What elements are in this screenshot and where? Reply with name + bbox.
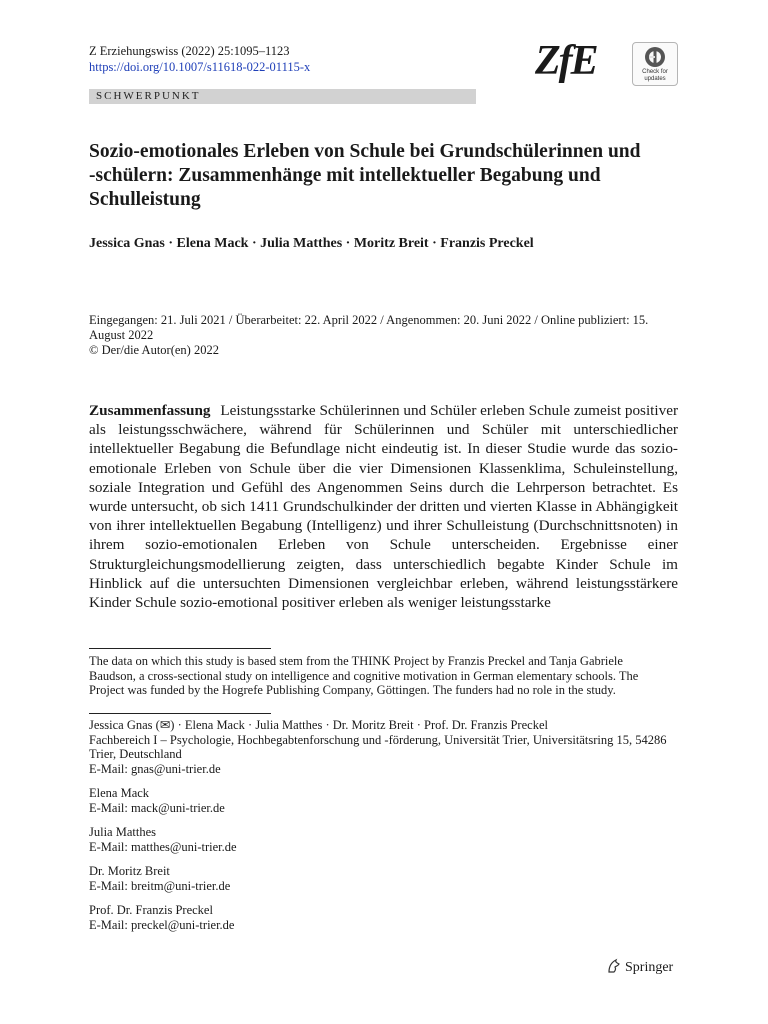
- affiliation-block: [89, 718, 679, 776]
- publication-dates: [89, 313, 679, 357]
- springer-horse-icon: [606, 958, 622, 974]
- affiliation-authors: Jessica Gnas (✉) · Elena Mack · Julia Matthes · Dr. Moritz Breit · Prof. Dr. Franzis Preckel: [89, 718, 548, 732]
- contact-entry: [89, 864, 230, 893]
- dates-line: Eingegangen: 21. Juli 2021 / Überarbeitet: 22. April 2022 / Angenommen: 20. Juni 2022 / Online publiziert: 15. August 2022: [89, 313, 649, 342]
- publisher-logo: [606, 958, 673, 977]
- affiliation-divider: [89, 713, 271, 714]
- abstract-text: Leistungsstarke Schülerinnen und Schüler erleben Schule zumeist positiver als leistungsschwächere, während für Schülerinnen und Schüler mit unterschiedlicher intellektueller Begabung die Befundlage nicht eindeutig ist. In dieser Studie wurde das sozio-emotionale Erleben von Schule über die vier Dimensionen Klassenklima, Schuleinstellung, soziale Integration und Gefühl des Angenommen Seins durch die Lehrperson betrachtet. Es wurde untersucht, ob sich 1411 Grundschulkinder der dritten und vierten Klasse in Abhängigkeit von ihrer intellektuellen Begabung (Intelligenz) und ihrer Schulleistung (Durchschnittsnoten) in ihrem sozio-emotionalen Erleben von Schule unterscheiden. Ergebnisse einer Strukturgleichungsmodellierung zeigten, dass unterschiedlich begabte Kinder Schule im Hinblick auf die untersuchten Dimensionen vergleichbar erleben, während leistungsstärkere Kinder Schule sozio-emotional positiver erleben als weniger leistungsstarke: [89, 402, 679, 612]
- affiliation-email[interactable]: E-Mail: gnas@uni-trier.de: [89, 761, 221, 776]
- crossmark-icon: [644, 46, 666, 68]
- contact-name: Elena Mack: [89, 786, 150, 800]
- abstract: [89, 401, 678, 612]
- section-label: SCHWERPUNKT: [96, 90, 201, 102]
- contact-name: Julia Matthes: [89, 825, 157, 839]
- journal-citation: Z Erziehungswiss (2022) 25:1095–1123: [89, 44, 290, 58]
- footnote-divider: [89, 648, 271, 649]
- affiliation-institution: Fachbereich I – Psychologie, Hochbegabtenforschung und -förderung, Universität Trier, Universitätsring 15, 54286 Trier, Deutschland: [89, 732, 667, 762]
- journal-logo: ZfE: [535, 38, 597, 84]
- contact-name: Prof. Dr. Franzis Preckel: [89, 903, 213, 917]
- copyright: © Der/die Autor(en) 2022: [89, 342, 219, 357]
- contact-email[interactable]: E-Mail: matthes@uni-trier.de: [89, 839, 237, 854]
- contact-name: Dr. Moritz Breit: [89, 864, 170, 878]
- contact-email[interactable]: E-Mail: preckel@uni-trier.de: [89, 917, 235, 932]
- contact-email[interactable]: E-Mail: mack@uni-trier.de: [89, 800, 225, 815]
- abstract-heading: Zusammenfassung: [89, 402, 211, 419]
- article-title: Sozio-emotionales Erleben von Schule bei Grundschülerinnen und -schülern: Zusammenhänge mit intellektueller Begabung und Schulleistung: [89, 141, 641, 210]
- funding-footnote: The data on which this study is based stem from the THINK Project by Franzis Preckel and Tanja Gabriele Baudson, a cross-sectional study on intelligence and cognitive motivation in German elementary schools. The Project was funded by the Hogrefe Publishing Company, Göttingen. The funders had no role in the study.: [89, 654, 639, 698]
- contact-email[interactable]: E-Mail: breitm@uni-trier.de: [89, 878, 231, 893]
- section-banner: [89, 89, 476, 104]
- check-for-updates-label: Check for updates: [642, 69, 668, 82]
- publisher-name: Springer: [625, 960, 674, 975]
- check-for-updates-badge[interactable]: [632, 42, 678, 86]
- author-list: Jessica Gnas · Elena Mack · Julia Matthes · Moritz Breit · Franzis Preckel: [89, 236, 534, 251]
- contact-entry: [89, 903, 234, 932]
- contact-entry: [89, 786, 225, 815]
- contact-entry: [89, 825, 237, 854]
- doi-link[interactable]: https://doi.org/10.1007/s11618-022-01115-x: [89, 60, 311, 74]
